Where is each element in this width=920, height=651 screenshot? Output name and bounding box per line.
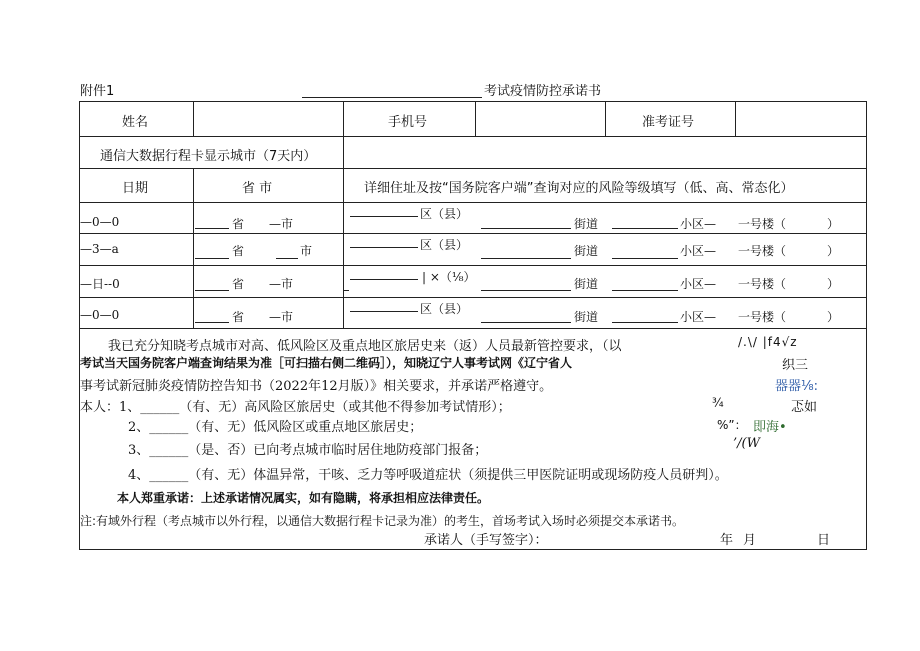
city-label: 市 [300,244,313,258]
province-label: 省 [232,310,245,324]
itinerary-field[interactable] [346,139,863,166]
community-label: 小区— [680,277,717,291]
mark-dash [343,290,349,291]
building-end: ） [827,310,840,324]
street-blank[interactable] [481,278,571,291]
district-blank[interactable] [350,235,418,248]
qr-code-fragment: ’/(W [733,436,760,451]
col-address-detail: 详细住址及按“国务院客户端”查询对应的风险等级填写（低、高、常态化） [364,181,794,196]
community-blank[interactable] [612,216,678,229]
title-underline [302,97,482,98]
province-label: 省 [232,217,245,231]
district-label: 区（县） [420,302,469,316]
name-field[interactable] [196,104,340,134]
commitment-paragraph-line2: 考试当天国务院客户端查询结果为准［可扫描右侧二维码］），知晓辽宁人事考试网《辽宁省人 [80,356,573,370]
province-blank[interactable] [195,246,229,259]
row-date: —0—0 [80,215,120,229]
district-label: 区（县） [420,238,469,252]
commitment-paragraph-line3: 事考试新冠肺炎疫情防控告知书（2022年12月版）》相关要求，并承诺严格遵守。 [80,379,553,394]
street-blank[interactable] [481,216,571,229]
building-label: 一号楼（ [738,310,787,324]
province-blank[interactable] [195,278,229,291]
street-label: 街道 [574,277,599,291]
province-label: 省 [232,277,245,291]
building-label: 一号楼（ [738,244,787,258]
district-blank[interactable] [350,267,418,280]
province-blank[interactable] [195,216,229,229]
name-label: 姓名 [122,115,149,130]
itinerary-label: 通信大数据行程卡显示城市（7天内） [100,149,317,164]
qr-code-fragment: 即海• [753,420,787,435]
street-label: 街道 [574,310,599,324]
qr-code-fragment: %”： [717,418,747,432]
building-label: 一号楼（ [738,217,787,231]
community-label: 小区— [680,310,717,324]
district-label: | ×（⅛） [422,270,476,284]
city-label: —市 [269,277,294,291]
building-end: ） [827,244,840,258]
district-blank[interactable] [350,204,418,217]
city-blank[interactable] [276,246,298,259]
street-blank[interactable] [481,310,571,323]
phone-field[interactable] [478,104,602,134]
community-label: 小区— [680,217,717,231]
street-blank[interactable] [481,246,571,259]
community-blank[interactable] [612,278,678,291]
ticket-field[interactable] [738,104,863,134]
row-date: —3—a [80,242,119,256]
building-end: ） [827,277,840,291]
community-label: 小区— [680,244,717,258]
province-blank[interactable] [195,310,229,323]
row-date: —0—0 [80,308,120,322]
signature-label: 承诺人（手写签字）： [424,533,548,548]
col-date: 日期 [122,181,149,196]
ticket-label: 准考证号 [642,115,695,130]
street-label: 街道 [574,217,599,231]
item-4: 4、______（有、无）体温异常，干咳、乏力等呼吸道症状（须提供三甲医院证明或现场防疫人员研判）。 [128,468,728,483]
qr-code-fragment: /.\/ |f4√z [738,335,798,349]
signature-field[interactable] [572,528,712,546]
document-title: 考试疫情防控承诺书 [484,84,602,99]
building-end: ） [827,217,840,231]
city-label: —市 [269,217,294,231]
province-label: 省 [232,244,245,258]
phone-label: 手机号 [388,115,428,130]
community-blank[interactable] [612,246,678,259]
building-label: 一号楼（ [738,277,787,291]
footnote: 注:有域外行程（考点城市以外行程，以通信大数据行程卡记录为准）的考生，首场考试入场时必须提交本承诺书。 [80,514,685,528]
item-3: 3、______（是、否）已向考点城市临时居住地防疫部门报备； [128,443,488,458]
col-province-city: 省 市 [242,181,273,196]
solemn-promise: 本人郑重承诺：上述承诺情况属实，如有隐瞒，将承担相应法律责任。 [117,491,490,505]
item-2: 2、______（有、无）低风险区或重点地区旅居史； [128,420,423,435]
item-1: 本人：1、______（有、无）高风险区旅居史（或其他不得参加考试情形）； [80,400,511,415]
qr-code-fragment: 器器⅛: [775,379,818,394]
city-label: —市 [269,310,294,324]
district-blank[interactable] [350,299,418,312]
street-label: 街道 [574,244,599,258]
qr-code-fragment: 忑如 [791,400,818,415]
date-year-month: 年月 [720,533,767,548]
commitment-paragraph-line1: 我已充分知晓考点城市对高、低风险区及重点地区旅居史来（返）人员最新管控要求，（以 [108,339,622,354]
community-blank[interactable] [612,310,678,323]
qr-code-fragment: ¾ [712,396,724,410]
attachment-label: 附件1 [80,84,115,99]
qr-code-fragment: 织三 [782,358,809,373]
row-date: —日--0 [80,277,120,291]
date-day: 日 [817,533,831,548]
district-label: 区（县） [420,207,469,221]
